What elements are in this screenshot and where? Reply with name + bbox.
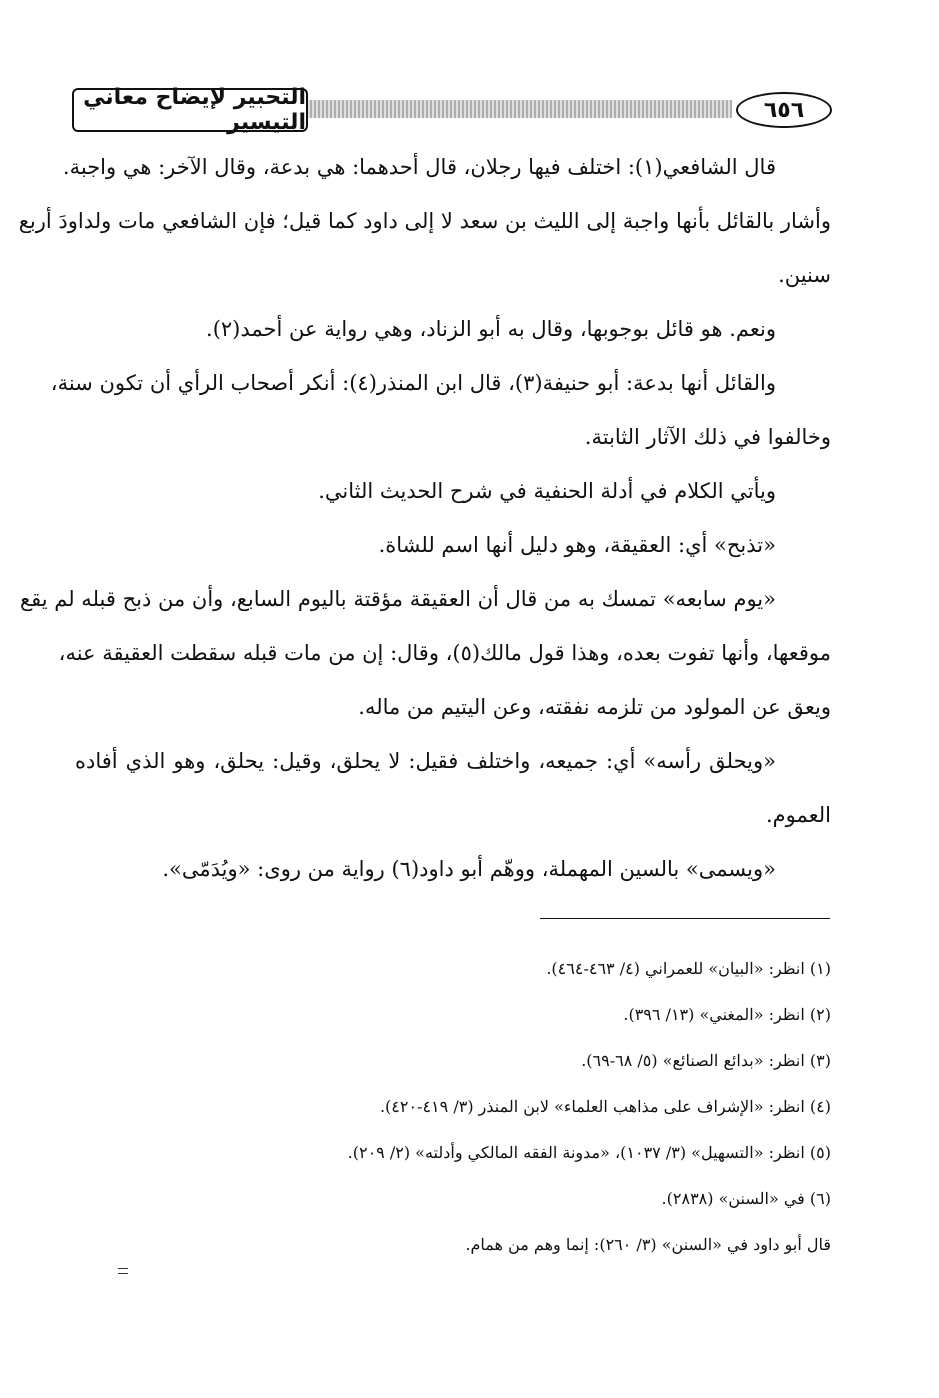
body-line: ويعق عن المولود من تلزمه نفقته، وعن اليتيم من ماله. [358, 695, 831, 719]
body-line: قال الشافعي(١): اختلف فيها رجلان، قال أحدهما: هي بدعة، وقال الآخر: هي واجبة. [62, 155, 776, 179]
footnotes [75, 946, 831, 1268]
footnote: (٢) انظر: «المغني» (١٣/ ٣٩٦). [623, 1005, 831, 1024]
book-title: التحبير لإيضاح معاني التيسير [72, 88, 308, 132]
body-line: «تذبح» أي: العقيقة، وهو دليل أنها اسم للشاة. [378, 533, 776, 557]
body-line: وأشار بالقائل بأنها واجبة إلى الليث بن سعد لا إلى داود كما قيل؛ فإن الشافعي مات ولداودَ أربع [18, 209, 831, 233]
body-line: والقائل أنها بدعة: أبو حنيفة(٣)، قال ابن المنذر(٤): أنكر أصحاب الرأي أن تكون سنة، [50, 371, 776, 395]
body-line: ونعم. هو قائل بوجوبها، وقال به أبو الزناد، وهي رواية عن أحمد(٢). [206, 317, 776, 341]
footnote: (١) انظر: «البيان» للعمراني (٤/ ٤٦٣-٤٦٤). [546, 959, 831, 978]
footnote: (٣) انظر: «بدائع الصنائع» (٥/ ٦٨-٦٩). [581, 1051, 831, 1070]
body-text [18, 140, 831, 896]
body-line: ويأتي الكلام في أدلة الحنفية في شرح الحديث الثاني. [318, 479, 776, 503]
footnote: قال أبو داود في «السنن» (٣/ ٢٦٠): إنما وهم من همام. [465, 1235, 831, 1254]
body-line: وخالفوا في ذلك الآثار الثابتة. [584, 425, 831, 449]
footnote: (٤) انظر: «الإشراف على مذاهب العلماء» لابن المنذر (٣/ ٤١٩-٤٢٠). [379, 1097, 831, 1116]
body-line: موقعها، وأنها تفوت بعده، وهذا قول مالك(٥)، وقال: إن من مات قبله سقطت العقيقة عنه، [58, 641, 831, 665]
body-line: سنين. [778, 263, 831, 287]
running-header [72, 85, 832, 135]
scan-mark [118, 1268, 128, 1274]
body-line: «يوم سابعه» تمسك به من قال أن العقيقة مؤقتة باليوم السابع، وأن من ذبح قبله لم يقع [19, 587, 776, 611]
footnote: (٦) في «السنن» (٢٨٣٨). [661, 1189, 831, 1208]
body-line: «ويحلق رأسه» أي: جميعه، واختلف فقيل: لا يحلق، وقيل: يحلق، وهو الذي أفاده [75, 749, 776, 773]
footnote: (٥) انظر: «التسهيل» (٣/ ١٠٣٧)، «مدونة الفقه المالكي وأدلته» (٢/ ٢٠٩). [347, 1143, 831, 1162]
body-line: العموم. [765, 803, 831, 827]
page-number: ٦٥٦ [736, 92, 832, 128]
body-line: «ويسمى» بالسين المهملة، ووهّم أبو داود(٦) رواية من روى: «ويُدَمّى». [162, 857, 776, 881]
footnote-separator [540, 918, 830, 919]
